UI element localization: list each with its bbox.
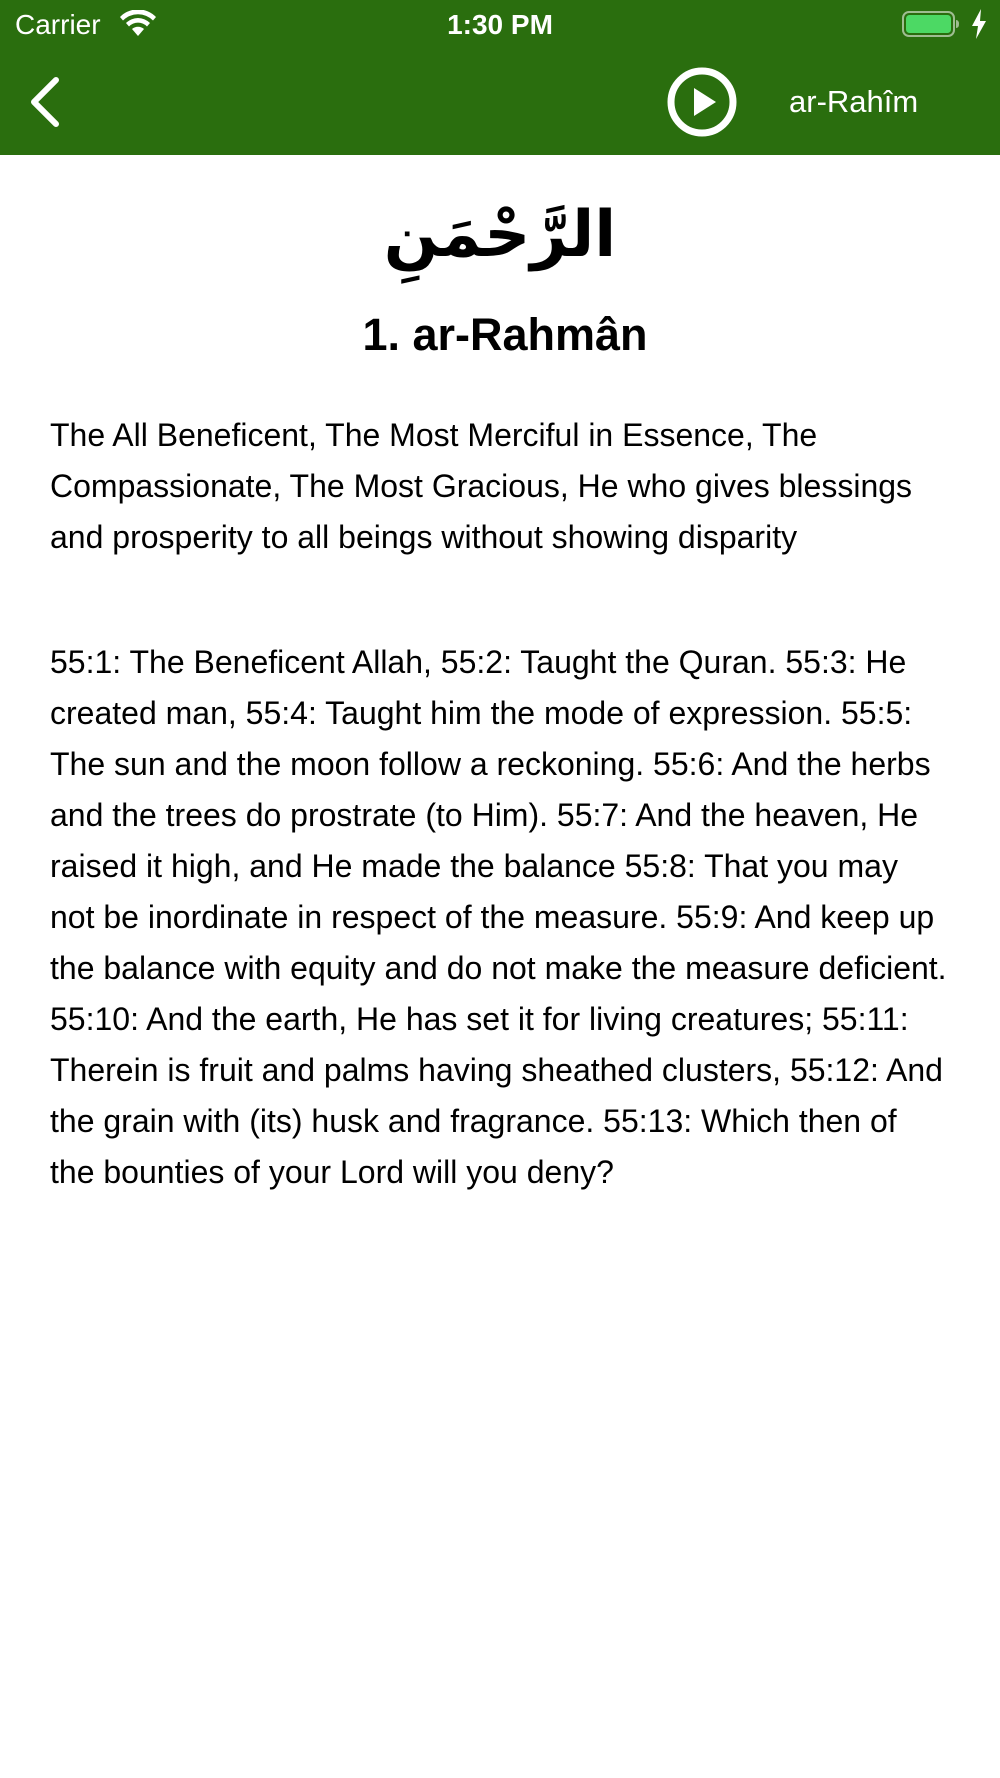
name-title: 1. ar-Rahmân bbox=[362, 309, 648, 360]
next-name-button[interactable]: ar-Rahîm bbox=[789, 84, 919, 119]
chevron-left-icon[interactable] bbox=[20, 70, 80, 134]
name-meaning: The All Beneficent, The Most Merciful in Essence, The Compassionate, The Most Gracious, He who gives blessings and prosperity to all beings without showing disparity bbox=[50, 417, 913, 555]
play-circle-icon[interactable] bbox=[666, 66, 738, 138]
status-bar bbox=[0, 0, 1000, 50]
battery-full-icon bbox=[902, 10, 960, 38]
charging-bolt-icon bbox=[970, 8, 988, 40]
carrier-label: Carrier bbox=[15, 9, 101, 40]
arabic-name: الرَّحْمَنِ bbox=[383, 198, 617, 272]
status-time: 1:30 PM bbox=[447, 9, 553, 40]
app-header bbox=[0, 0, 1000, 155]
quran-verses: 55:1: The Beneficent Allah, 55:2: Taught the Quran. 55:3: He created man, 55:4: Taught him the mode of expression. 55:5: The sun and the moon follow a reckoning. 55:6: And the herbs and the trees do prostrate (to Him). 55:7: And the heaven, He raised it high, and He made the balance 55:8: That you may not be inordinate in respect of the measure. 55:9: And keep up the balance with equity and do not make the measure deficient. 55:10: And the earth, He has set it for living creatures; 55:11: Therein is fruit and palms having sheathed clusters, 55:12: And the grain with (its) husk and fragrance. 55:13: Which then of the bounties of your Lord will you deny? bbox=[50, 644, 947, 1190]
navigation-bar bbox=[0, 50, 1000, 155]
